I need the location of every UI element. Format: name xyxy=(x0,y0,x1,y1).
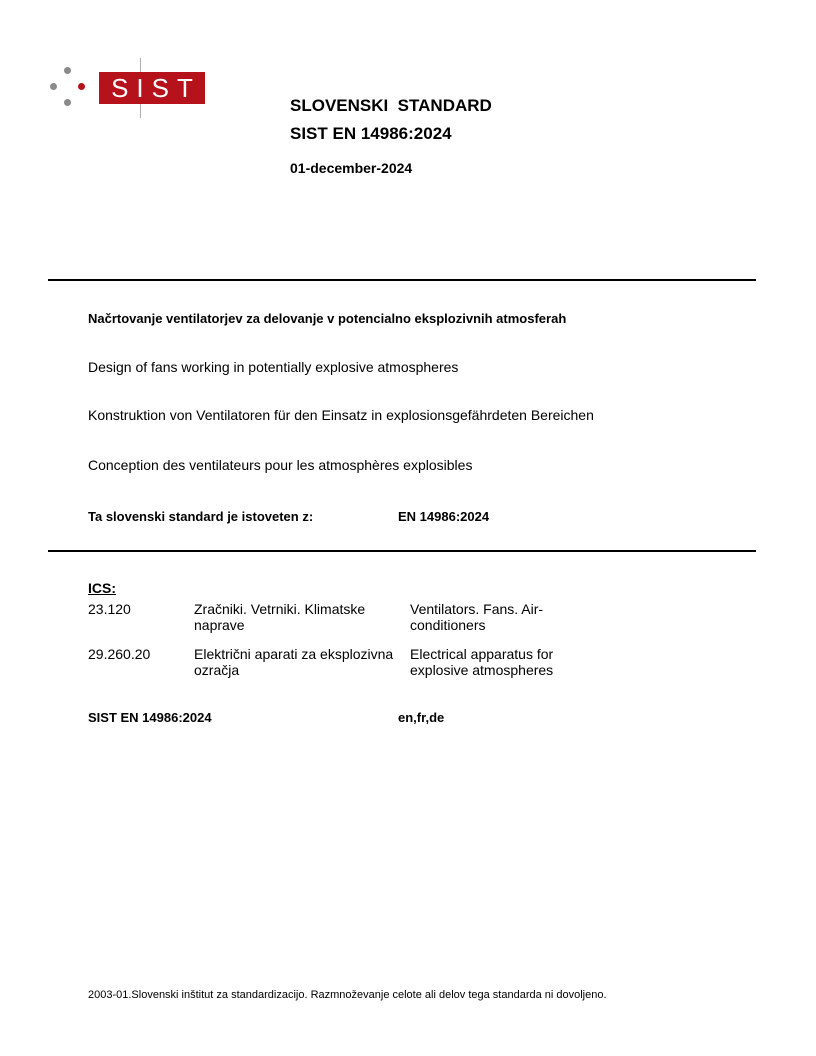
title-slovenian: Načrtovanje ventilatorjev za delovanje v potencialno eksplozivnih atmosferah xyxy=(88,311,567,326)
bottom-languages: en,fr,de xyxy=(398,710,445,725)
logo-dot-icon xyxy=(50,83,57,90)
logo-dot-icon xyxy=(78,83,85,90)
title-english: Design of fans working in potentially explosive atmospheres xyxy=(88,359,459,375)
ics-title-english: Ventilators. Fans. Air-conditioners xyxy=(410,601,544,633)
title-french: Conception des ventilateurs pour les atmosphères explosibles xyxy=(88,457,473,473)
ics-title-english: Electrical apparatus for explosive atmospheres xyxy=(410,646,554,678)
standard-number: SIST EN 14986:2024 xyxy=(290,124,452,143)
title-german: Konstruktion von Ventilatoren für den Einsatz in explosionsgefährdeten Bereichen xyxy=(88,407,594,423)
standard-type: SLOVENSKI STANDARD xyxy=(290,96,492,115)
identical-value: EN 14986:2024 xyxy=(398,509,490,524)
top-divider xyxy=(48,279,756,281)
identical-label: Ta slovenski standard je istoveten z: xyxy=(88,509,314,524)
ics-title-slovenian: Zračniki. Vetrniki. Klimatske naprave xyxy=(194,601,366,633)
bottom-standard-code: SIST EN 14986:2024 xyxy=(88,710,212,725)
ics-code: 29.260.20 xyxy=(88,646,151,662)
ics-code: 23.120 xyxy=(88,601,131,617)
logo-dot-icon xyxy=(64,67,71,74)
copyright-footer: 2003-01.Slovenski inštitut za standardizacijo. Razmnoževanje celote ali delov tega standarda ni dovoljeno. xyxy=(88,989,607,1001)
middle-divider xyxy=(48,550,756,552)
logo-dot-icon xyxy=(64,99,71,106)
document-header xyxy=(290,94,492,176)
logo-wordmark: SIST xyxy=(99,72,205,104)
publication-date: 01-december-2024 xyxy=(290,160,413,176)
ics-title-slovenian: Električni aparati za eksplozivna ozračja xyxy=(194,646,394,678)
ics-label: ICS: xyxy=(88,580,116,596)
